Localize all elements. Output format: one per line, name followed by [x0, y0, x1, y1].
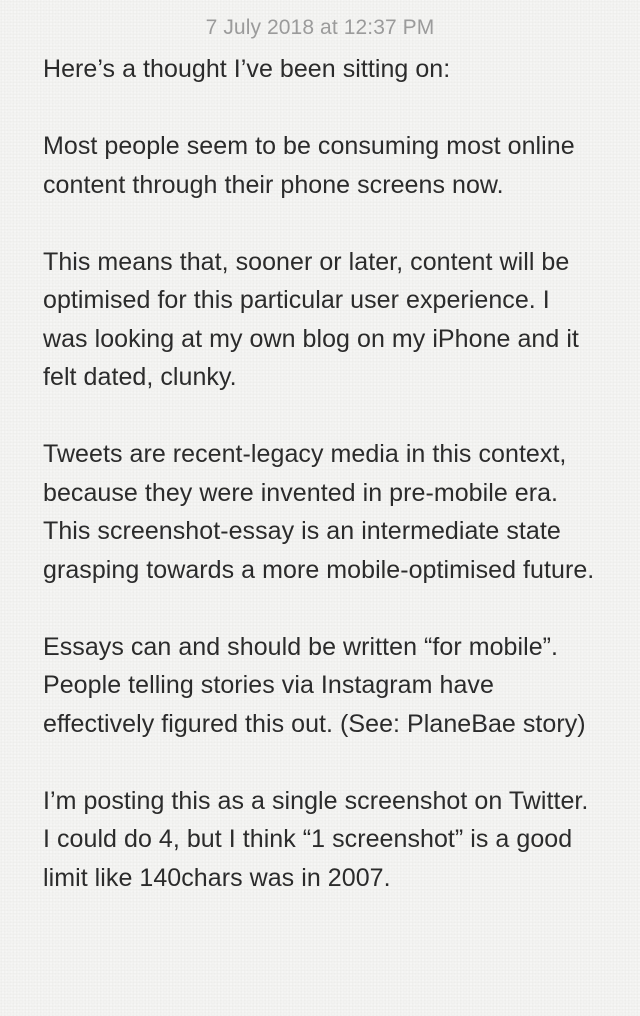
- note-paragraph: Here’s a thought I’ve been sitting on:: [43, 55, 451, 83]
- note-paragraph: Most people seem to be consuming most online content through their phone screens now.: [43, 132, 575, 199]
- note-body[interactable]: [43, 50, 597, 897]
- note-paragraph: This means that, sooner or later, content will be optimised for this particular user experience. I was looking at my own blog on my iPhone and it felt dated, clunky.: [43, 247, 579, 391]
- note-paragraph: Essays can and should be written “for mobile”. People telling stories via Instagram have effectively figured this out. (See: PlaneBae story): [43, 632, 586, 738]
- note-paragraph: I’m posting this as a single screenshot on Twitter. I could do 4, but I think “1 screenshot” is a good limit like 140chars was in 2007.: [43, 786, 589, 892]
- note-timestamp: 7 July 2018 at 12:37 PM: [205, 16, 435, 39]
- note-paragraph: Tweets are recent-legacy media in this context, because they were invented in pre-mobile era. This screenshot-essay is an intermediate state grasping towards a more mobile-optimised future.: [43, 440, 595, 584]
